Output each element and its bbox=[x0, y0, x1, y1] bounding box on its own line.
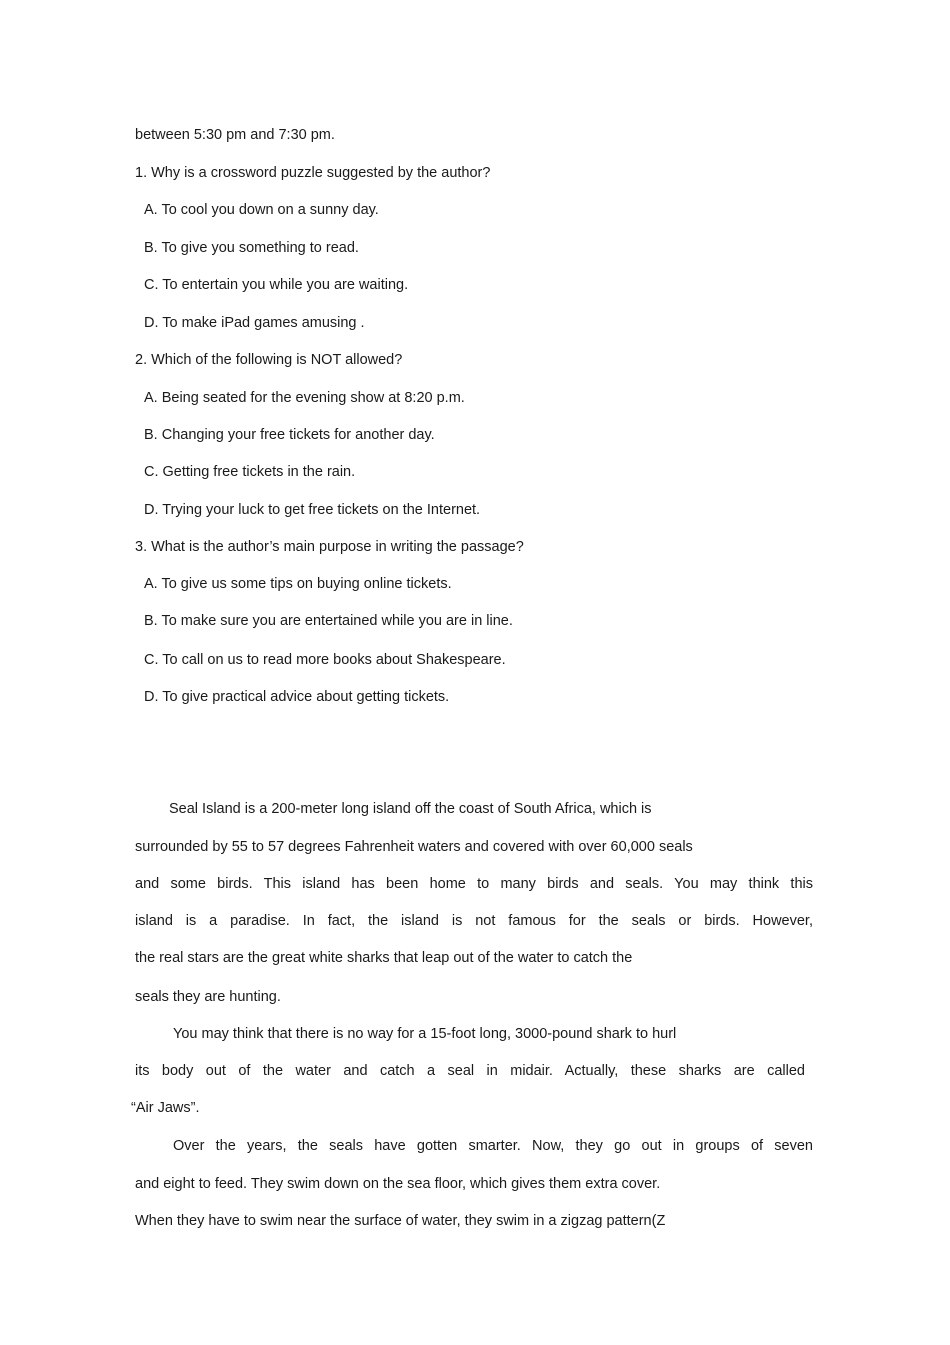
question-3-option-a: A. To give us some tips on buying online tickets. bbox=[144, 576, 452, 592]
question-3-option-b: B. To make sure you are entertained while you are in line. bbox=[144, 613, 513, 629]
paragraph-line: the real stars are the great white sharks that leap out of the water to catch the bbox=[135, 950, 633, 966]
paragraph-line: You may think that there is no way for a 15-foot long, 3000-pound shark to hurl bbox=[173, 1026, 677, 1042]
question-2-option-b: B. Changing your free tickets for another day. bbox=[144, 427, 435, 443]
question-2-option-c: C. Getting free tickets in the rain. bbox=[144, 464, 356, 480]
paragraph-line: When they have to swim near the surface of water, they swim in a zigzag pattern(Z bbox=[135, 1213, 666, 1229]
question-1-option-d: D. To make iPad games amusing . bbox=[144, 315, 365, 331]
paragraph-line: island is a paradise. In fact, the island is not famous for the seals or birds. However, bbox=[135, 913, 813, 929]
paragraph-line: “Air Jaws”. bbox=[131, 1100, 200, 1116]
question-3-option-d: D. To give practical advice about getting tickets. bbox=[144, 689, 450, 705]
paragraph-line: Seal Island is a 200-meter long island off the coast of South Africa, which is bbox=[169, 801, 652, 817]
paragraph-line: its body out of the water and catch a seal in midair. Actually, these sharks are called bbox=[135, 1063, 805, 1079]
paragraph-line: and eight to feed. They swim down on the sea floor, which gives them extra cover. bbox=[135, 1176, 661, 1192]
question-3: 3. What is the author’s main purpose in writing the passage? bbox=[135, 539, 524, 555]
text-line: between 5:30 pm and 7:30 pm. bbox=[135, 127, 335, 143]
paragraph-line: seals they are hunting. bbox=[135, 989, 281, 1005]
question-2-option-a: A. Being seated for the evening show at 8:20 p.m. bbox=[144, 390, 465, 406]
question-3-option-c: C. To call on us to read more books about Shakespeare. bbox=[144, 652, 506, 668]
question-1-option-c: C. To entertain you while you are waiting. bbox=[144, 277, 409, 293]
question-1-option-a: A. To cool you down on a sunny day. bbox=[144, 202, 379, 218]
paragraph-line: Over the years, the seals have gotten smarter. Now, they go out in groups of seven bbox=[173, 1138, 813, 1154]
paragraph-line: surrounded by 55 to 57 degrees Fahrenheit waters and covered with over 60,000 seals bbox=[135, 839, 693, 855]
question-2: 2. Which of the following is NOT allowed? bbox=[135, 352, 403, 368]
question-1: 1. Why is a crossword puzzle suggested by the author? bbox=[135, 165, 491, 181]
question-1-option-b: B. To give you something to read. bbox=[144, 240, 359, 256]
paragraph-line: and some birds. This island has been home to many birds and seals. You may think this bbox=[135, 876, 813, 892]
question-2-option-d: D. Trying your luck to get free tickets on the Internet. bbox=[144, 502, 481, 518]
